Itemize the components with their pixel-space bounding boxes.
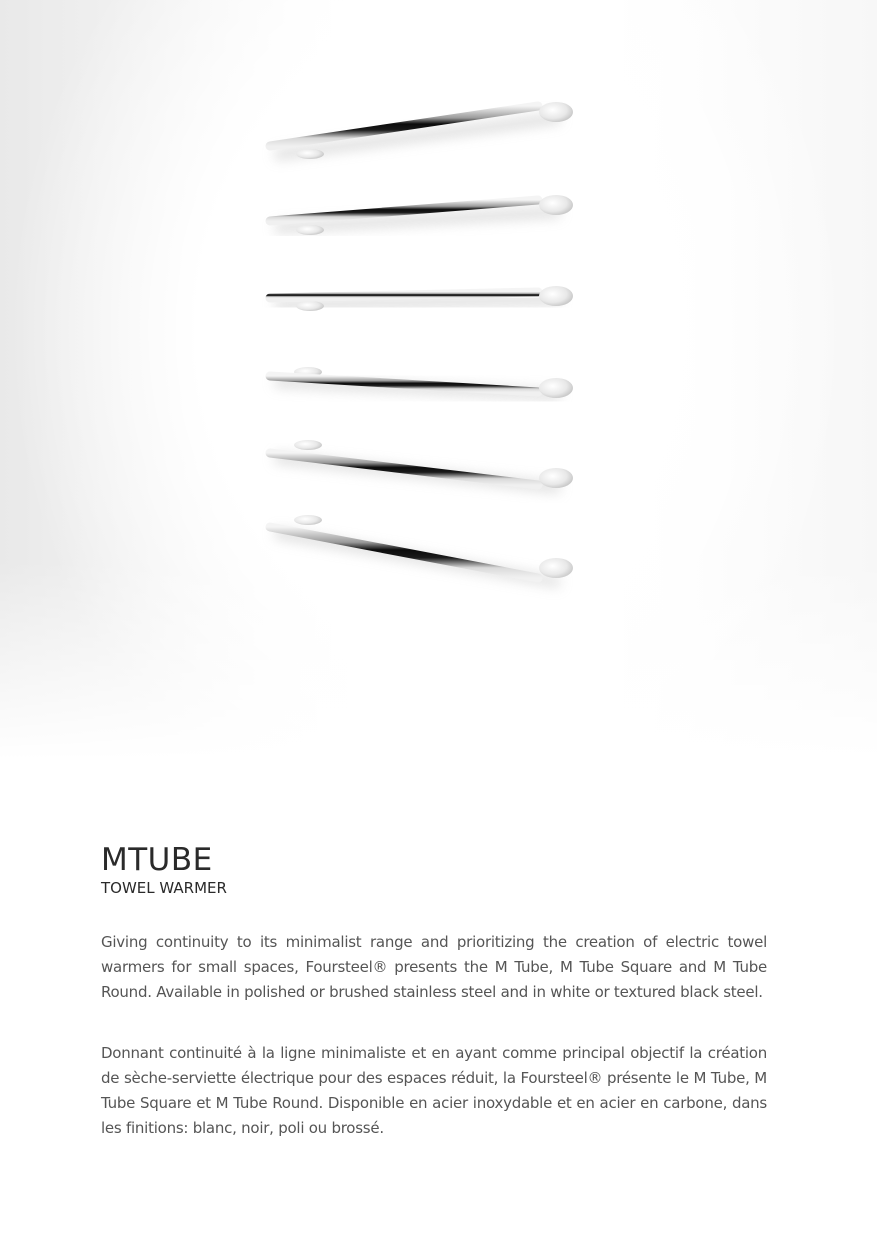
bar-5 [270,440,573,488]
description-french: Donnant continuité à la ligne minimaliste et en ayant comme principal objectif la création de sèche-serviette électrique pour des espaces réduit, la Foursteel® présente le M Tube, M Tube Square et M Tube Round. Disponible en acier inoxydable et en acier en carbone, dans les finitions: blanc, noir, poli ou brossé. [101,1044,767,1137]
hero-fade [0,560,877,760]
bar-2 [270,195,573,235]
bar-1 [270,102,573,159]
bar-3 [270,286,573,311]
product-subtitle: TOWEL WARMER [101,879,227,897]
description-english: Giving continuity to its minimalist range and prioritizing the creation of electric towel warmers for small spaces, Foursteel® presents the M Tube, M Tube Square and M Tube Round. Available in polished or brushed stainless steel and in white or textured black steel. [101,933,767,1001]
product-description [101,842,767,1141]
product-title: MTUBE [101,842,213,878]
bar-4 [270,367,573,398]
